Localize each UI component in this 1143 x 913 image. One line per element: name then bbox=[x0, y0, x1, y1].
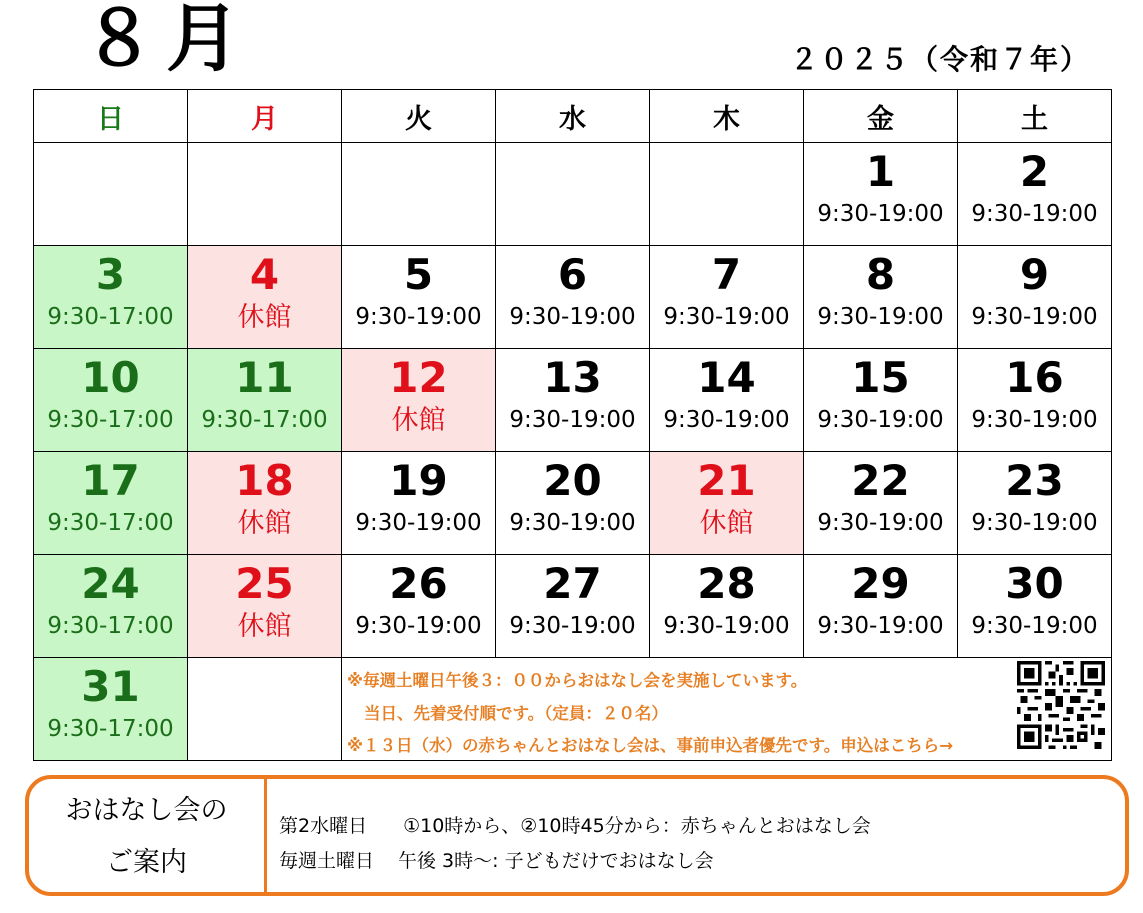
opening-hours: 9:30-19:00 bbox=[509, 304, 636, 330]
day-cell-sunday bbox=[34, 658, 188, 761]
day-cell-sunday bbox=[34, 349, 188, 452]
weekday-thursday: 木 bbox=[650, 90, 804, 143]
opening-hours: 9:30-17:00 bbox=[201, 407, 328, 433]
day-number: 5 bbox=[403, 250, 434, 299]
info-row bbox=[279, 852, 714, 871]
info-row-day: 第2水曜日 bbox=[279, 815, 368, 837]
weekday-wednesday: 水 bbox=[496, 90, 650, 143]
day-number: 10 bbox=[81, 353, 140, 402]
closed-label: 休館 bbox=[237, 611, 292, 642]
notes-cell bbox=[342, 658, 1112, 761]
day-number: 15 bbox=[851, 353, 910, 402]
weekday-header-row bbox=[34, 90, 1112, 143]
day-cell bbox=[804, 555, 958, 658]
opening-hours: 9:30-19:00 bbox=[971, 407, 1098, 433]
opening-hours: 9:30-19:00 bbox=[355, 304, 482, 330]
day-number: 22 bbox=[851, 456, 910, 505]
opening-hours: 9:30-19:00 bbox=[663, 613, 790, 639]
weekday-friday: 金 bbox=[804, 90, 958, 143]
day-cell-closed bbox=[188, 452, 342, 555]
day-cell bbox=[958, 143, 1112, 246]
day-number: 24 bbox=[81, 559, 140, 608]
day-cell bbox=[958, 349, 1112, 452]
week-row bbox=[34, 246, 1112, 349]
reservation-note[interactable]: ※１３日（水）の赤ちゃんとおはなし会は、事前申込者優先です。申込はこちら→ bbox=[347, 736, 954, 755]
day-cell-empty bbox=[342, 143, 496, 246]
day-number: 20 bbox=[543, 456, 602, 505]
opening-hours: 9:30-19:00 bbox=[817, 613, 944, 639]
day-cell bbox=[958, 452, 1112, 555]
day-number: 29 bbox=[851, 559, 910, 608]
opening-hours: 9:30-19:00 bbox=[663, 407, 790, 433]
opening-hours: 9:30-19:00 bbox=[509, 407, 636, 433]
day-number: 28 bbox=[697, 559, 756, 608]
opening-hours: 9:30-19:00 bbox=[663, 304, 790, 330]
opening-hours: 9:30-17:00 bbox=[47, 716, 174, 742]
day-number: 1 bbox=[865, 147, 896, 196]
day-cell bbox=[342, 452, 496, 555]
day-cell-empty bbox=[34, 143, 188, 246]
day-cell bbox=[804, 349, 958, 452]
weekday-saturday: 土 bbox=[958, 90, 1112, 143]
info-row bbox=[279, 817, 871, 836]
year-label: ２０２５（令和７年） bbox=[790, 43, 1091, 76]
opening-hours: 9:30-19:00 bbox=[971, 510, 1098, 536]
day-number: 6 bbox=[557, 250, 588, 299]
weekday-monday: 月 bbox=[188, 90, 342, 143]
opening-hours: 9:30-19:00 bbox=[355, 613, 482, 639]
week-row bbox=[34, 452, 1112, 555]
day-cell bbox=[804, 246, 958, 349]
day-cell bbox=[650, 555, 804, 658]
day-number: 21 bbox=[697, 456, 756, 505]
day-cell-closed bbox=[188, 555, 342, 658]
day-number: 11 bbox=[235, 353, 294, 402]
opening-hours: 9:30-19:00 bbox=[509, 613, 636, 639]
opening-hours: 9:30-19:00 bbox=[355, 510, 482, 536]
day-number: 8 bbox=[865, 250, 896, 299]
opening-hours: 9:30-17:00 bbox=[47, 510, 174, 536]
day-number: 30 bbox=[1005, 559, 1064, 608]
day-cell-sunday bbox=[34, 452, 188, 555]
day-cell bbox=[804, 143, 958, 246]
opening-hours: 9:30-17:00 bbox=[47, 407, 174, 433]
day-cell-holiday bbox=[188, 349, 342, 452]
opening-hours: 9:30-19:00 bbox=[817, 201, 944, 227]
capacity-note: 当日、先着受付順です。（定員：２０名） bbox=[364, 704, 668, 723]
day-cell bbox=[804, 452, 958, 555]
day-number: 12 bbox=[389, 353, 448, 402]
info-title: おはなし会の bbox=[65, 795, 228, 826]
closed-label: 休館 bbox=[699, 508, 754, 539]
closed-label: 休館 bbox=[237, 508, 292, 539]
day-number: 26 bbox=[389, 559, 448, 608]
day-cell bbox=[496, 246, 650, 349]
day-number: 27 bbox=[543, 559, 602, 608]
day-cell bbox=[342, 555, 496, 658]
day-cell bbox=[496, 555, 650, 658]
day-number: 13 bbox=[543, 353, 602, 402]
day-cell bbox=[958, 555, 1112, 658]
month-title: ８月 bbox=[82, 0, 250, 82]
weekday-tuesday: 火 bbox=[342, 90, 496, 143]
closed-label: 休館 bbox=[237, 302, 292, 333]
day-number: 3 bbox=[95, 250, 126, 299]
day-number: 25 bbox=[235, 559, 294, 608]
day-cell-empty bbox=[188, 658, 342, 761]
opening-hours: 9:30-19:00 bbox=[971, 613, 1098, 639]
day-number: 16 bbox=[1005, 353, 1064, 402]
day-number: 2 bbox=[1019, 147, 1050, 196]
day-cell bbox=[958, 246, 1112, 349]
week-row bbox=[34, 143, 1112, 246]
day-number: 23 bbox=[1005, 456, 1064, 505]
info-row-text: ①10時から、②10時45分から：赤ちゃんとおはなし会 bbox=[403, 815, 871, 837]
day-number: 18 bbox=[235, 456, 294, 505]
info-row-text: 午後 3時～: 子どもだけでおはなし会 bbox=[398, 850, 714, 872]
day-number: 19 bbox=[389, 456, 448, 505]
day-cell-sunday bbox=[34, 246, 188, 349]
day-cell-closed bbox=[650, 452, 804, 555]
day-cell-sunday bbox=[34, 555, 188, 658]
day-number: 9 bbox=[1019, 250, 1050, 299]
day-number: 14 bbox=[697, 353, 756, 402]
opening-hours: 9:30-19:00 bbox=[817, 304, 944, 330]
info-title: ご案内 bbox=[106, 847, 187, 878]
storytime-info-box bbox=[25, 775, 1129, 896]
opening-hours: 9:30-19:00 bbox=[971, 201, 1098, 227]
week-row bbox=[34, 349, 1112, 452]
qr-code-icon[interactable] bbox=[1017, 661, 1105, 749]
week-row bbox=[34, 658, 1112, 761]
week-row bbox=[34, 555, 1112, 658]
opening-hours: 9:30-17:00 bbox=[47, 613, 174, 639]
opening-hours: 9:30-19:00 bbox=[509, 510, 636, 536]
opening-hours: 9:30-19:00 bbox=[817, 510, 944, 536]
weekday-sunday: 日 bbox=[34, 90, 188, 143]
day-cell-empty bbox=[496, 143, 650, 246]
day-cell bbox=[496, 452, 650, 555]
day-cell bbox=[650, 246, 804, 349]
closed-label: 休館 bbox=[391, 405, 446, 436]
day-cell bbox=[342, 246, 496, 349]
opening-hours: 9:30-19:00 bbox=[817, 407, 944, 433]
day-number: 4 bbox=[249, 250, 280, 299]
day-number: 17 bbox=[81, 456, 140, 505]
day-cell-empty bbox=[650, 143, 804, 246]
opening-hours: 9:30-19:00 bbox=[971, 304, 1098, 330]
day-cell bbox=[650, 349, 804, 452]
info-row-day: 毎週土曜日 bbox=[279, 850, 375, 872]
day-cell-closed bbox=[342, 349, 496, 452]
day-cell-closed bbox=[188, 246, 342, 349]
day-number: 31 bbox=[81, 662, 140, 711]
opening-hours: 9:30-17:00 bbox=[47, 304, 174, 330]
info-divider bbox=[264, 779, 267, 892]
storytime-note: ※毎週土曜日午後３：００からおはなし会を実施しています。 bbox=[347, 671, 808, 690]
day-cell-empty bbox=[188, 143, 342, 246]
day-cell bbox=[496, 349, 650, 452]
day-number: 7 bbox=[711, 250, 742, 299]
calendar-table bbox=[33, 89, 1112, 761]
